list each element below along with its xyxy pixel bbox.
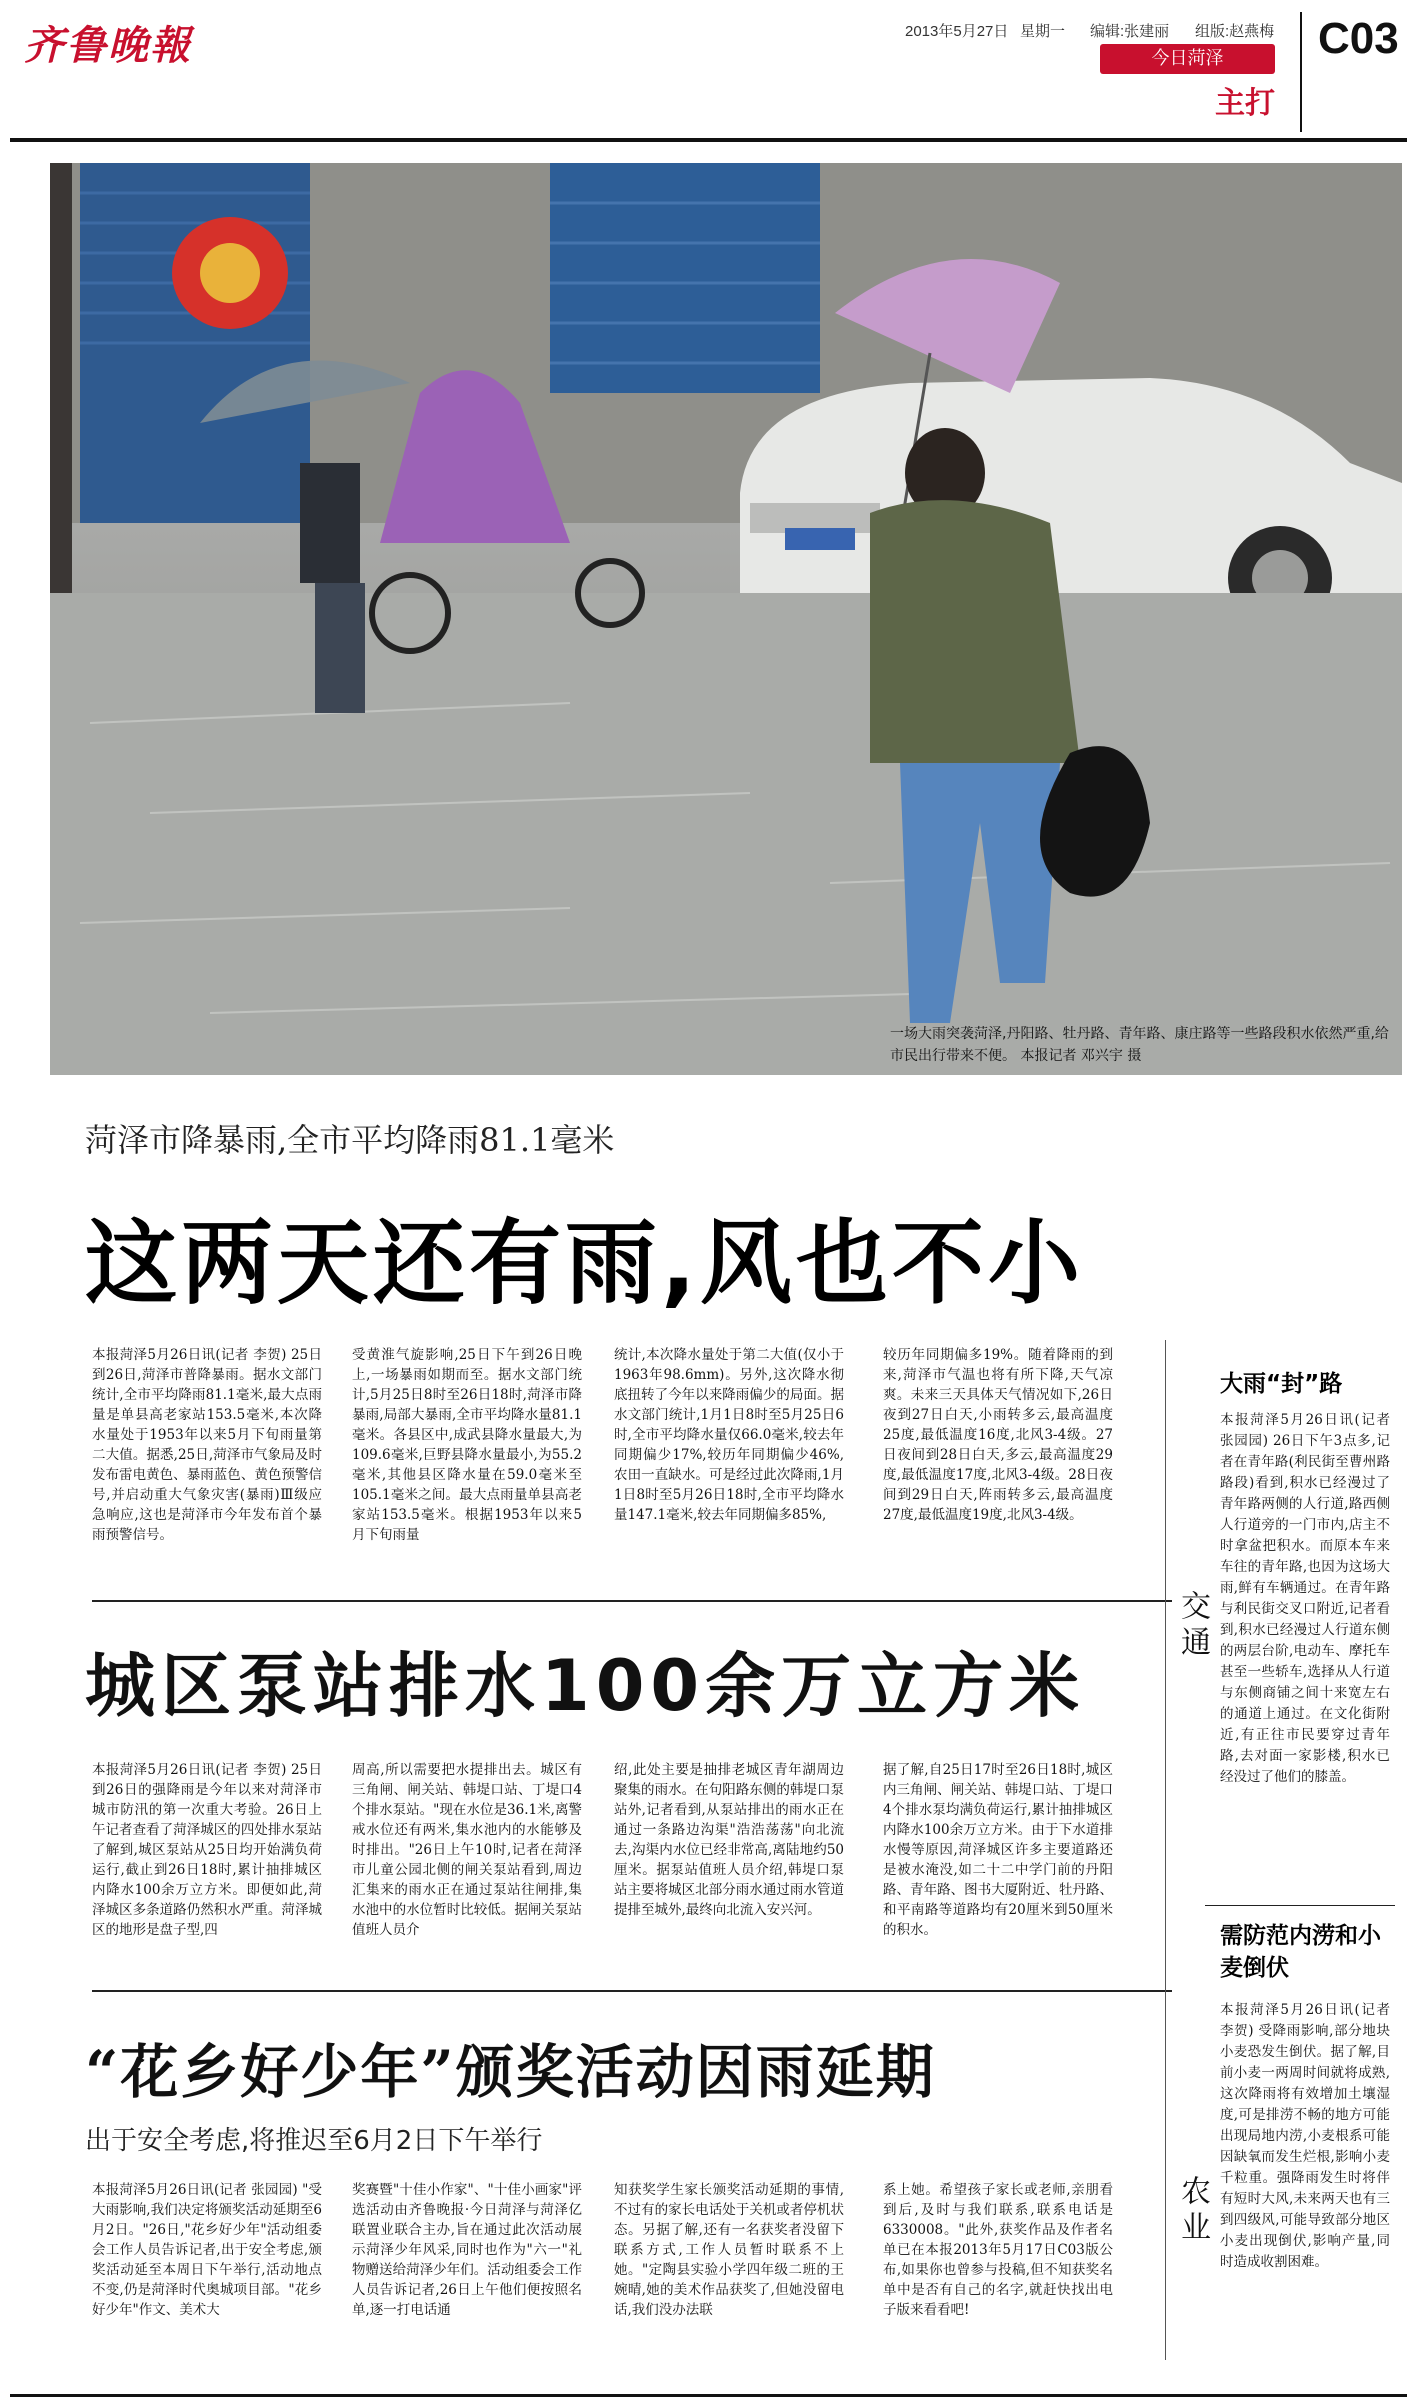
sidebar2-body: 本报菏泽5月26日讯(记者 李贺) 受降雨影响,部分地块小麦恐发生倒伏。据了解,目前小麦一两周时间就将成熟,这次降雨将有效增加土壤湿度,可是排涝不畅的地方可能出现局地内涝,小麦根系可能因缺氧而发生烂根,影响小麦千粒重。强降雨发生时将伴有短时大风,未来两天也有三到四级风,可能导致部分地区小麦出现倒伏,影响产量,同时造成收割困难。 [1220,2002,1390,2270]
article1-headline: 这两天还有雨,风也不小 [85,1210,1084,1317]
article2-col2: 周高,所以需要把水提排出去。城区有三角闸、闸关站、韩堤口站、丁堤口4个排水泵站。"现在水位是36.1米,离警戒水位还有两米,集水池内的水能够及时排出。"26日上午10时,记者在菏泽市儿童公园北侧的闸关泵站看到,周边汇集来的雨水正在通过泵站往闸排,集水池中的水位暂时比较低。据闸关泵站值班人员介 [352,1762,582,1938]
article2-col3: 绍,此处主要是抽排老城区青年湖周边聚集的雨水。在句阳路东侧的韩堤口泵站外,记者看到,从泵站排出的雨水正在通过一条路边沟渠"浩浩荡荡"向北流去,沟渠内水位已经非常高,离陆地约50厘米。据泵站值班人员介绍,韩堤口泵站主要将城区北部分雨水通过雨水管道提排至城外,最终向北流入安兴河。 [614,1762,844,1918]
issue-date: 2013年5月27日 [905,23,1009,40]
news-photo [50,163,1402,1075]
section-badge: 今日菏泽 [1100,44,1275,74]
header-rule [10,138,1407,142]
sidebar1-body: 本报菏泽5月26日讯(记者 张园园) 26日下午3点多,记者在青年路(利民街至曹州路路段)看到,积水已经漫过了青年路两侧的人行道,路西侧人行道旁的一门市内,店主不时拿盆把积水。而原本车来车往的青年路,也因为这场大雨,鲜有车辆通过。在青年路与利民街交叉口附近,记者看到,积水已经漫过人行道东侧的两层台阶,电动车、摩托车甚至一些轿车,选择从人行道与东侧商铺之间十来宽左右的通道上通过。在文化街附近,有正往市民要穿过青年路,去对面一家影楼,积水已经没过了他们的膝盖。 [1220,1412,1390,1785]
editor-credit: 编辑:张建丽 [1090,23,1170,40]
footer-rule [10,2394,1407,2397]
issue-weekday: 星期一 [1020,23,1066,40]
layout-credit: 组版:赵燕梅 [1195,23,1275,40]
article1-col3: 统计,本次降水量处于第二大值(仅小于1963年98.6mm)。另外,这次降水彻底扭转了今年以来降雨偏少的局面。据水文部门统计,1月1日8时至5月25日6时,全市平均降水量仅66.0毫米,较去年同期偏少17%,较历年同期偏少46%,农田一直缺水。可是经过此次降雨,1月1日8时至5月26日18时,全市平均降水量147.1毫米,较去年同期偏多85%, [614,1347,844,1523]
section-divider [92,1600,1172,1602]
sidebar-divider [1165,1340,1166,2360]
sidebar2-title: 需防范内涝和小麦倒伏 [1220,1923,1381,1981]
sidebar-label-agriculture: 农业 [1175,2175,1210,2247]
article1-col1: 本报菏泽5月26日讯(记者 李贺) 25日到26日,菏泽市普降暴雨。据水文部门统计,全市平均降雨81.1毫米,最大点雨量是单县高老家站153.5毫米,本次降水量处于1953年以来5月下旬雨量第二大值。据悉,25日,菏泽市气象局及时发布雷电黄色、暴雨蓝色、黄色预警信号,并启动重大气象灾害(暴雨)Ⅲ级应急响应,这也是菏泽市今年发布首个暴雨预警信号。 [92,1347,322,1543]
article1-subheadline: 菏泽市降暴雨,全市平均降雨81.1毫米 [85,1121,615,1159]
sidebar1-title: 大雨“封”路 [1220,1371,1343,1397]
article2-col1: 本报菏泽5月26日讯(记者 李贺) 25日到26日的强降雨是今年以来对菏泽市城市防汛的第一次重大考验。26日上午记者查看了菏泽城区的四处排水泵站了解到,城区泵站从25日均开始满负荷运行,截止到26日18时,累计抽排城区内降水100余万立方米。即便如此,菏泽城区多条道路仍然积水严重。菏泽城区的地形是盘子型,四 [92,1762,322,1938]
rainy-street-illustration [50,163,1402,1075]
article2-headline: 城区泵站排水100余万立方米 [85,1645,1086,1727]
masthead-logo: 齐鲁晚報 [24,22,192,69]
article3-col1: 本报菏泽5月26日讯(记者 张园园) "受大雨影响,我们决定将颁奖活动延期至6月2日。"26日,"花乡好少年"活动组委会工作人员告诉记者,出于安全考虑,颁奖活动延至本周日下午举行,活动地点不变,仍是菏泽时代奥城项目部。"花乡好少年"作文、美术大 [92,2182,322,2318]
article1-col2: 受黄淮气旋影响,25日下午到26日晚上,一场暴雨如期而至。据水文部门统计,5月25日8时至26日18时,菏泽市降暴雨,局部大暴雨,全市平均降水量81.1毫米。各县区中,成武县降水量最大,为109.6毫米,巨野县降水量最小,为55.2毫米,其他县区降水量在59.0毫米至105.1毫米之间。最大点雨量单县高老家站153.5毫米。根据1953年以来5月下旬雨量 [352,1347,582,1543]
article3-headline: “花乡好少年”颁奖活动因雨延期 [85,2038,936,2106]
article3-col4: 系上她。希望孩子家长或老师,亲朋看到后,及时与我们联系,联系电话是6330008。"此外,获奖作品及作者名单已在本报2013年5月17日C03版公布,如果你也曾参与投稿,但不知获奖名单中是否有自己的名字,就赶快找出电子版来看看吧! [883,2182,1113,2318]
section-subtitle: 主打 [1215,86,1275,121]
article1-col4: 较历年同期偏多19%。随着降雨的到来,菏泽市气温也将有所下降,天气凉爽。未来三天具体天气情况如下,26日夜到27日白天,小雨转多云,最高温度25度,最低温度16度,北风3-4级。27日夜间到28日白天,多云,最高温度29度,最低温度17度,北风3-4级。28日夜间到29日白天,阵雨转多云,最高温度27度,最低温度19度,北风3-4级。 [883,1347,1113,1523]
section-divider [92,1990,1172,1992]
article2-col4: 据了解,自25日17时至26日18时,城区内三角闸、闸关站、韩堤口站、丁堤口4个排水泵均满负荷运行,累计抽排城区内降水100余万立方米。由于下水道排水慢等原因,菏泽城区许多主要道路还是被水淹没,如二十二中学门前的丹阳路、青年路、图书大厦附近、牡丹路、和平南路等道路均有20厘米到50厘米的积水。 [883,1762,1113,1938]
article3-col3: 知获奖学生家长颁奖活动延期的事情,不过有的家长电话处于关机或者停机状态。另据了解,还有一名获奖者没留下联系方式,工作人员暂时联系不上她。"定陶县实验小学四年级二班的王婉晴,她的美术作品获奖了,但她没留电话,我们没办法联 [614,2182,844,2318]
sidebar-label-traffic: 交通 [1175,1590,1210,1662]
header-divider [1300,12,1302,132]
page-number: C03 [1318,14,1399,63]
sidebar-divider [1205,1905,1395,1906]
article3-col2: 奖赛暨"十佳小作家"、"十佳小画家"评选活动由齐鲁晚报·今日菏泽与菏泽亿联置业联合主办,旨在通过此次活动展示菏泽少年风采,同时也作为"六一"礼物赠送给菏泽少年们。活动组委会工作人员告诉记者,26日上午他们便按照名单,逐一打电话通 [352,2182,582,2318]
article3-subheadline: 出于安全考虑,将推迟至6月2日下午举行 [85,2126,543,2156]
photo-caption: 一场大雨突袭菏泽,丹阳路、牡丹路、青年路、康庄路等一些路段积水依然严重,给市民出行带来不便。 本报记者 邓兴宇 摄 [890,1026,1389,1064]
